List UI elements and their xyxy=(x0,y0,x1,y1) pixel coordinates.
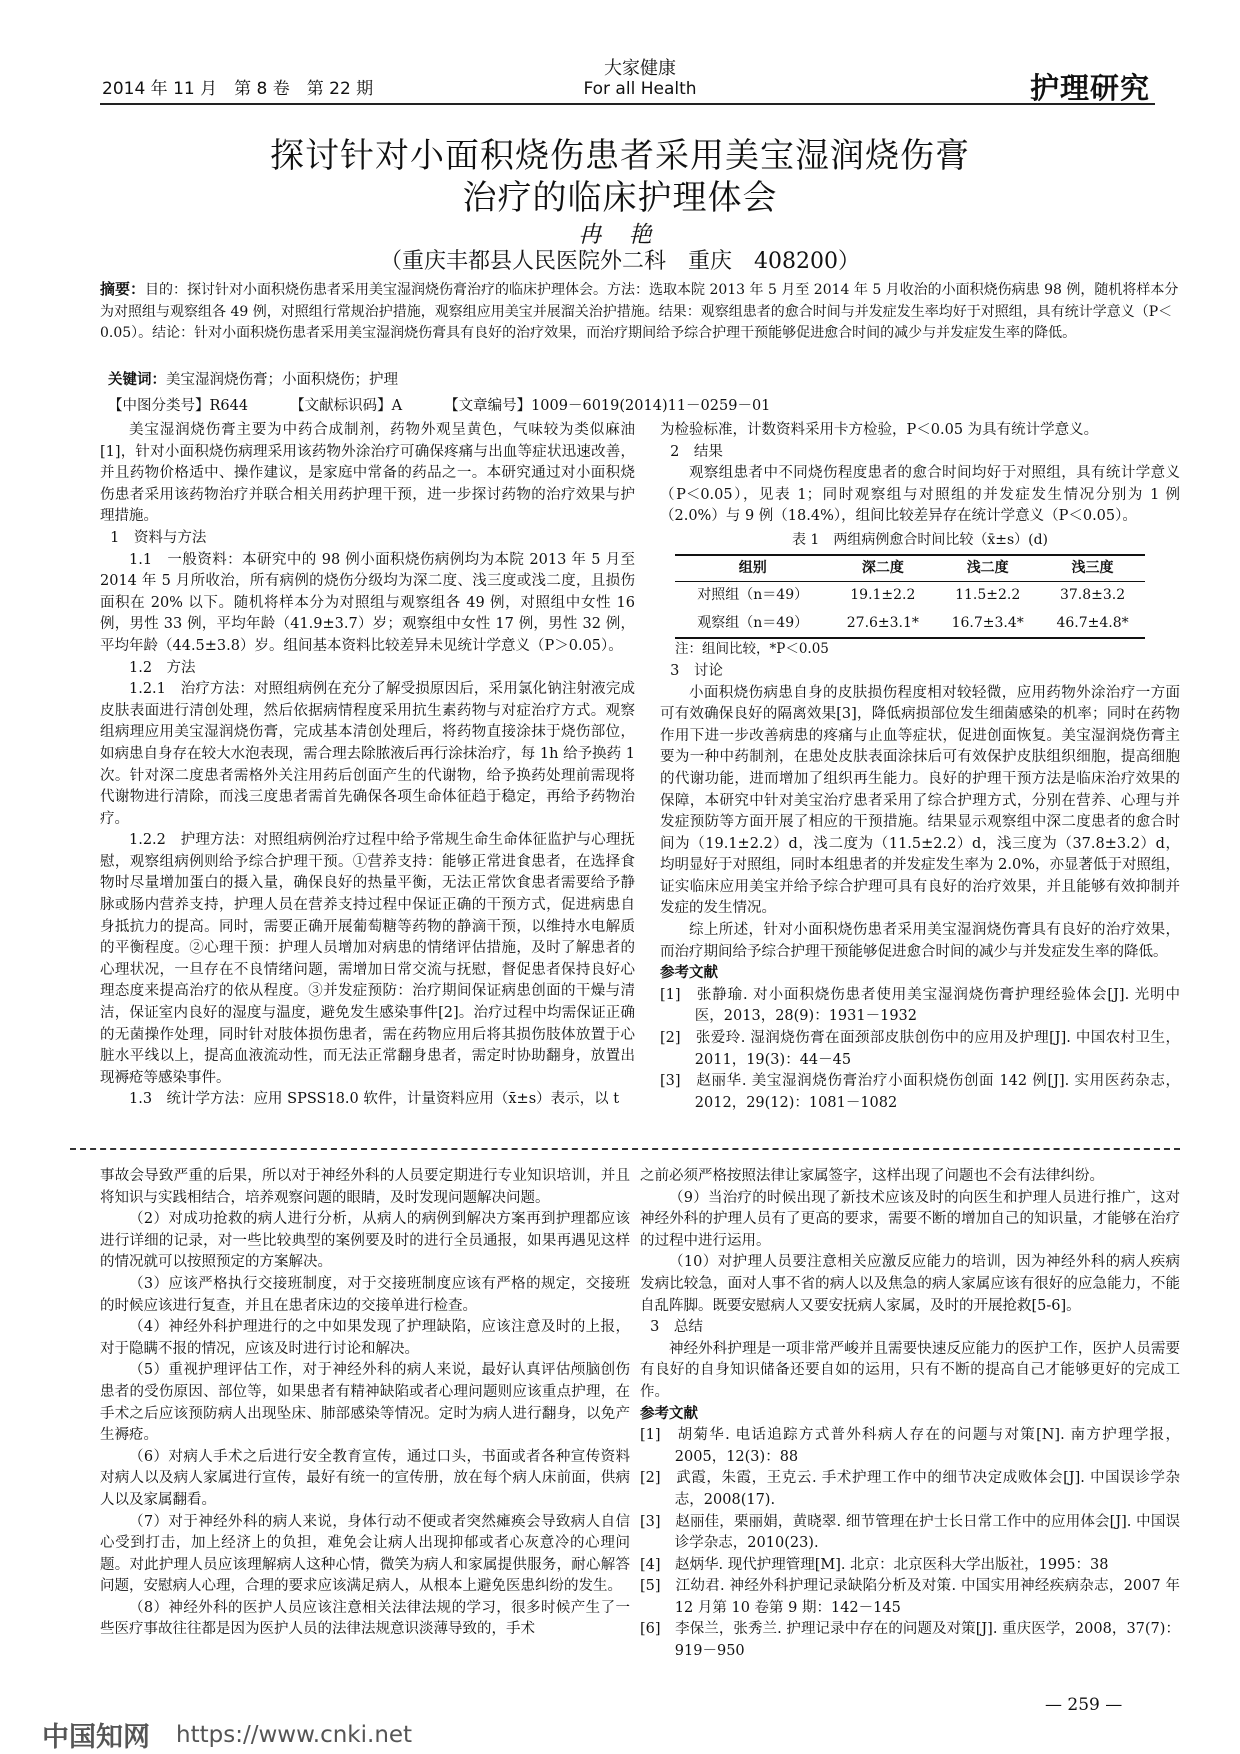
body-column-left xyxy=(100,420,635,1111)
paragraph: 为检验标准，计数资料采用卡方检验，P＜0.05 为具有统计学意义。 xyxy=(660,422,1099,438)
paragraph: 1.1 一般资料：本研究中的 98 例小面积烧伤病例均为本院 2013 年 5 月至 2014 年 5 月所收治，所有病例的烧伤分级均为深二度、浅三度或浅二度，且损伤面积在 20% 以下。随机将样本分为对照组与观察组各 49 例，对照组中女性 16 例，男性 33 例，平均年龄（41.9±3.7）岁；观察组中女性 17 例，男性 32 例，平均年龄（44.5±3.8）岁。组间基本资料比较差异未见统计学意义（P＞0.05）。 xyxy=(100,551,635,654)
table-row xyxy=(675,582,1145,610)
paragraph: 美宝湿润烧伤膏主要为中药合成制剂，药物外观呈黄色，气味较为类似麻油[1]，针对小面积烧伤病理采用该药物外涂治疗可确保疼痛与出血等症状迅速改善，并且药物价格适中、操作建议，是家庭中常备的药品之一。本研究通过对小面积烧伤患者采用该药物治疗并联合相关用药护理干预，进一步探讨药物的治疗效果与护理措施。 xyxy=(100,422,635,525)
cnki-logo: 中国知网 xyxy=(42,1722,150,1753)
paragraph: 1.2.1 治疗方法：对照组病例在充分了解受损原因后，采用氯化钠注射液完成皮肤表面进行清创处理，然后依据病情程度采用抗生素药物与对症治疗方式。观察组病理应用美宝湿润烧伤膏，完成基本清创处理后，将药物直接涂抹于烧伤部位，如病患自身存在较大水泡表现，需合理去除脓液后再行涂抹治疗，每 1h 给予换药 1 次。针对深二度患者需格外关注用药后创面产生的代谢物，给予换药处理前需现将代谢物进行清除，而浅三度患者需首先确保各项生命体征趋于稳定，再给予药物治疗。 xyxy=(100,681,635,827)
section-heading: 1 资料与方法 xyxy=(110,529,207,546)
paragraph: （3）应该严格执行交接班制度，对于交接班制度应该有严格的规定，交接班的时候应该进行复查，并且在患者床边的交接单进行检查。 xyxy=(100,1275,630,1314)
magazine-name: 大家健康 xyxy=(604,58,676,79)
section-heading: 3 总结 xyxy=(650,1319,703,1336)
header-rule xyxy=(100,103,1155,105)
paragraph: （2）对成功抢救的病人进行分析，从病人的病例到解决方案再到护理都应该进行详细的记录，对一些比较典型的案例要及时的进行全员通报，如果再遇见这样的情况就可以按照预定的方案解决。 xyxy=(100,1211,630,1271)
reference-item: [5] 江幼君. 神经外科护理记录缺陷分析及对策. 中国实用神经疾病杂志，2007 年 12 月第 10 卷第 9 期：142－145 xyxy=(640,1578,1180,1616)
table-cell: 观察组（n＝49） xyxy=(675,610,830,639)
paragraph: （8）神经外科的医护人员应该注意相关法律法规的学习，很多时候产生了一些医疗事故往往都是因为医护人员的法律法规意识淡薄导致的，手术 xyxy=(100,1599,630,1638)
paragraph: （9）当治疗的时候出现了新技术应该及时的向医生和护理人员进行推广，这对神经外科的护理人员有了更高的要求，需要不断的增加自己的知识量，才能够在治疗的过程中进行运用。 xyxy=(640,1189,1180,1249)
table-header: 组别 xyxy=(675,555,830,582)
table-cell: 11.5±2.2 xyxy=(955,587,1021,604)
article-number: 【文章编号】1009－6019(2014)11－0259－01 xyxy=(444,398,771,414)
column-name: 护理研究 xyxy=(1030,71,1151,105)
paragraph: 之前必须严格按照法律让家属签字，这样出现了问题也不会有法律纠纷。 xyxy=(640,1168,1104,1184)
paragraph: 1.3 统计学方法：应用 SPSS18.0 软件，计量资料应用（x̄±s）表示，以 t xyxy=(129,1091,620,1108)
abstract xyxy=(100,279,1185,345)
keywords-text: 美宝湿润烧伤膏；小面积烧伤；护理 xyxy=(166,372,398,388)
reference-item: [3] 赵丽佳，栗丽娟，黄晓翠. 细节管理在护士长日常工作中的应用体会[J]. 中国误诊学杂志，2010(23). xyxy=(640,1513,1180,1552)
keywords xyxy=(108,368,1178,389)
issue-info: 2014 年 11 月 第 8 卷 第 22 期 xyxy=(102,79,374,99)
reference-item: [1] 张静瑜. 对小面积烧伤患者使用美宝湿润烧伤膏护理经验体会[J]. 光明中医，2013，28(9)：1931－1932 xyxy=(660,986,1180,1025)
lower-column-right xyxy=(640,1166,1180,1663)
paragraph: 神经外科护理是一项非常严峻并且需要快速反应能力的医护工作，医护人员需要有良好的自身知识储备还要自如的运用，只有不断的提高自己才能够更好的完成工作。 xyxy=(640,1340,1180,1400)
table-header-row xyxy=(675,555,1145,582)
table-header: 浅二度 xyxy=(935,555,1040,582)
paragraph: （4）神经外科护理进行的之中如果发现了护理缺陷，应该注意及时的上报，对于隐瞒不报的情况，应该及时进行讨论和解决。 xyxy=(100,1319,630,1357)
table-header: 深二度 xyxy=(830,555,935,582)
paragraph: 综上所述，针对小面积烧伤患者采用美宝湿润烧伤膏具有良好的治疗效果，而治疗期间给予综合护理干预能够促进愈合时间的减少与并发症发生率的降低。 xyxy=(660,922,1180,960)
table-cell: 27.6±3.1* xyxy=(830,610,935,639)
article-divider xyxy=(70,1148,1180,1150)
body-column-right xyxy=(660,420,1180,1114)
references-heading: 参考文献 xyxy=(640,1405,698,1422)
paragraph: （7）对于神经外科的病人来说，身体行动不便或者突然瘫痪会导致病人自信心受到打击，加上经济上的负担，难免会让病人出现抑郁或者心灰意冷的心理问题。对此护理人员应该理解病人这种心情，微笑为病人和家属提供服务，耐心解答问题，安慰病人心理，合理的要求应该满足病人，从根本上避免医患纠纷的发生。 xyxy=(100,1513,630,1595)
cnki-url: https://www.cnki.net xyxy=(176,1721,413,1748)
table-cell: 37.8±3.2 xyxy=(1059,587,1126,604)
page-number: — 259 — xyxy=(1045,1695,1123,1715)
document-code: 【文献标识码】A xyxy=(290,398,403,414)
references-heading: 参考文献 xyxy=(660,965,718,982)
table-cell: 46.7±4.8* xyxy=(1040,610,1145,639)
table-title: 表 1 两组病例愈合时间比较（x̄±s）(d) xyxy=(791,531,1049,548)
cnki-watermark xyxy=(42,1715,412,1754)
table-cell: 16.7±3.4* xyxy=(935,610,1040,639)
paragraph: 事故会导致严重的后果，所以对于神经外科的人员要定期进行专业知识培训，并且将知识与实践相结合，培养观察问题的眼睛，及时发现问题解决问题。 xyxy=(100,1168,630,1206)
reference-item: [4] 赵炳华. 现代护理管理[M]. 北京：北京医科大学出版社，1995：38 xyxy=(640,1556,1109,1573)
abstract-text: 目的：探讨针对小面积烧伤患者采用美宝湿润烧伤膏治疗的临床护理体会。方法：选取本院 2013 年 5 月至 2014 年 5 月收治的小面积烧伤病患 98 例，随机将样本分为对照组与观察组各 49 例，对照组行常规治护措施，观察组应用美宝并展溜关治护措施。结果：观察组患者的愈合时间与并发症发生率均好于对照组，具有统计学意义（P＜0.05）。结论：针对小面积烧伤患者采用美宝湿润烧伤膏具有良好的治疗效果，而治疗期间给予综合护理干预能够促进愈合时间的减少与并发症发生率的降低。 xyxy=(100,282,1179,341)
article-title-line-1: 探讨针对小面积烧伤患者采用美宝湿润烧伤膏 xyxy=(270,136,970,176)
section-heading: 3 讨论 xyxy=(670,662,723,679)
abstract-label: 摘要： xyxy=(100,280,146,298)
paragraph: 小面积烧伤病患自身的皮肤损伤程度相对较轻微，应用药物外涂治疗一方面可有效确保良好的隔离效果[3]，降低病损部位发生细菌感染的机率；同时在药物作用下进一步改善病患的疼痛与止血等症状，促进创面恢复。美宝湿润烧伤膏主要为一种中药制剂，在患处皮肤表面涂抹后可有效保护皮肤组织细胞，提高细胞的代谢功能，进而增加了组织再生能力。良好的护理干预方法是临床治疗效果的保障，本研究中针对美宝治疗患者采用了综合护理方式，分别在营养、心理与并发症预防等方面开展了相应的干预措施。结果显示观察组中深二度患者的愈合时间为（19.1±2.2）d，浅二度为（11.5±2.2）d，浅三度为（37.8±3.2）d，均明显好于对照组，同时本组患者的并发症发生率为 2.0%，亦显著低于对照组，证实临床应用美宝并给予综合护理可具有良好的治疗效果，并且能够有效抑制并发症的发生情况。 xyxy=(660,684,1180,917)
reference-item: [1] 胡菊华. 电话追踪方式普外科病人存在的问题与对策[N]. 南方护理学报，2005，12(3)：88 xyxy=(640,1427,1180,1465)
table-cell: 19.1±2.2 xyxy=(850,587,916,604)
reference-item: [6] 李保兰，张秀兰. 护理记录中存在的问题及对策[J]. 重庆医学，2008，37(7)：919－950 xyxy=(640,1621,1180,1660)
keywords-label: 关键词： xyxy=(108,372,166,388)
section-heading: 2 结果 xyxy=(670,443,723,460)
reference-item: [3] 赵丽华. 美宝湿润烧伤膏治疗小面积烧伤创面 142 例[J]. 实用医药杂志，2012，29(12)：1081－1082 xyxy=(660,1073,1180,1111)
affiliation: （重庆丰都县人民医院外二科 重庆 408200） xyxy=(380,249,860,274)
table-note: 注：组间比较，*P＜0.05 xyxy=(675,641,829,658)
paragraph: （10）对护理人员要注意相关应激反应能力的培训，因为神经外科的病人疾病发病比较急，面对人事不省的病人以及焦急的病人家属应该有很好的应急能力，不能自乱阵脚。既要安慰病人又要安抚病人家属，及时的开展抢救[5-6]。 xyxy=(640,1254,1180,1314)
paragraph: （6）对病人手术之后进行安全教育宣传，通过口头，书面或者各种宣传资料对病人以及病人家属进行宣传，最好有统一的宣传册，放在每个病人床前面，供病人以及家属翻看。 xyxy=(100,1448,630,1508)
paragraph: 观察组患者中不同烧伤程度患者的愈合时间均好于对照组，具有统计学意义（P＜0.05），见表 1；同时观察组与对照组的并发症发生情况分别为 1 例（2.0%）与 9 例（18.4%），组间比较差异存在统计学意义（P＜0.05）。 xyxy=(660,465,1180,525)
subsection-heading: 1.2 方法 xyxy=(129,659,196,676)
reference-item: [2] 武霞，朱霞，王克云. 手术护理工作中的细节决定成败体会[J]. 中国误诊学杂志，2008(17). xyxy=(640,1470,1180,1508)
magazine-name-en: For all Health xyxy=(583,79,697,99)
article-title-line-2: 治疗的临床护理体会 xyxy=(462,178,778,218)
paragraph: 1.2.2 护理方法：对照组病例治疗过程中给予常规生命生命体征监护与心理抚慰，观察组病例则给予综合护理干预。①营养支持：能够正常进食患者，在选择食物时尽量增加蛋白的摄入量，确保良好的热量平衡，无法正常饮食患者需要给予静脉或肠内营养支持，护理人员在营养支持过程中保证正确的干预方式，促进病患自身抵抗力的提高。同时，需要正确开展葡萄糖等药物的静滴干预，以维持水电解质的平衡程度。②心理干预：护理人员增加对病患的情绪评估措施，及时了解患者的心理状况，一旦存在不良情绪问题，需增加日常交流与抚慰，督促患者保持良好心理态度来提高治疗的依从程度。③并发症预防：治疗期间保证病患创面的干燥与清洁，保证室内良好的湿度与温度，避免发生感染事件[2]。治疗过程中均需保证正确的无菌操作处理，同时针对肢体损伤患者，需在药物应用后将其损伤肢体放置于心脏水平线以上，提高血液流动性，而无法正常翻身患者，需定时协助翻身，放置出现褥疮等感染事件。 xyxy=(100,832,635,1086)
table-header: 浅三度 xyxy=(1040,555,1145,582)
table-row xyxy=(675,610,1145,639)
clc-number: 【中图分类号】R644 xyxy=(108,398,249,414)
paragraph: （5）重视护理评估工作，对于神经外科的病人来说，最好认真评估颅脑创伤患者的受伤原因、部位等，如果患者有精神缺陷或者心理问题则应该重点护理，在手术之后应该预防病人出现坠床、肺部感染等情况。定时为病人进行翻身，以免产生褥疮。 xyxy=(100,1362,630,1444)
reference-item: [2] 张爱玲. 湿润烧伤膏在面颈部皮肤创伤中的应用及护理[J]. 中国农村卫生，2011，19(3)：44－45 xyxy=(660,1030,1180,1068)
results-table xyxy=(675,554,1145,640)
table-cell: 对照组（n＝49） xyxy=(697,587,809,604)
classification-line xyxy=(108,394,1188,415)
author: 冉 艳 xyxy=(578,222,662,248)
lower-column-left xyxy=(100,1166,630,1641)
